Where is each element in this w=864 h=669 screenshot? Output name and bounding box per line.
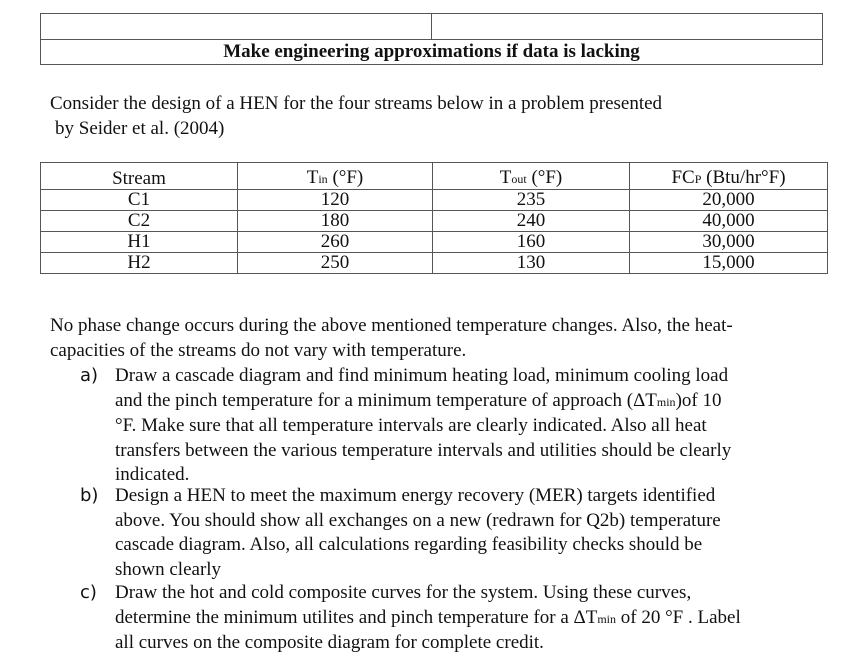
cell-tin: 260 (238, 232, 433, 253)
question-line: above. You should show all exchanges on a new (redrawn for Q2b) temperature (115, 509, 721, 531)
question-line: Draw a cascade diagram and find minimum heating load, minimum cooling load (115, 365, 729, 386)
question-line: indicated. (115, 464, 190, 485)
question-line: transfers between the various temperature intervals and utilities should be clearly (115, 439, 732, 461)
question-line: shown clearly (115, 558, 222, 580)
header-table (40, 13, 823, 65)
stream-table-header (41, 163, 828, 190)
table-row (41, 253, 828, 274)
question-text (115, 364, 820, 488)
header-stream: Stream (41, 163, 238, 190)
cell-tin: 180 (238, 211, 433, 232)
cell-stream: C1 (41, 190, 238, 211)
notes-paragraph (50, 314, 820, 363)
question-marker: b) (80, 485, 99, 506)
question-marker: c) (80, 582, 97, 603)
header-tin: Tin (°F) (238, 163, 433, 190)
table-row (41, 190, 828, 211)
cell-stream: H1 (41, 232, 238, 253)
table-row (41, 232, 828, 253)
cell-fcp: 15,000 (630, 253, 828, 274)
intro-paragraph (50, 91, 790, 141)
header-cell-right (432, 14, 823, 40)
cell-tin: 250 (238, 253, 433, 274)
question-line: Draw the hot and cold composite curves for the system. Using these curves, (115, 582, 692, 603)
header-fcp: FCP (Btu/hr°F) (630, 163, 828, 190)
question-text (115, 581, 820, 656)
cell-fcp: 40,000 (630, 211, 828, 232)
cell-tout: 240 (433, 211, 630, 232)
cell-fcp: 30,000 (630, 232, 828, 253)
notes-line-2: capacities of the streams do not vary with temperature. (50, 339, 467, 361)
cell-fcp: 20,000 (630, 190, 828, 211)
question-line: cascade diagram. Also, all calculations regarding feasibility checks should be (115, 534, 703, 555)
header-tout: Tout (°F) (433, 163, 630, 190)
question-line: Design a HEN to meet the maximum energy recovery (MER) targets identified (115, 485, 716, 506)
cell-tout: 160 (433, 232, 630, 253)
question-line: all curves on the composite diagram for complete credit. (115, 632, 544, 653)
question-line: and the pinch temperature for a minimum temperature of approach (ΔTmin)of 10 (115, 389, 722, 411)
question-marker: a) (80, 365, 99, 386)
question-line: determine the minimum utilites and pinch temperature for a ΔTmin of 20 °F . Label (115, 606, 741, 628)
table-row (41, 211, 828, 232)
cell-stream: H2 (41, 253, 238, 274)
stream-table (40, 162, 828, 274)
intro-line-1: Consider the design of a HEN for the four streams below in a problem presented (50, 93, 663, 114)
cell-stream: C2 (41, 211, 238, 232)
cell-tout: 235 (433, 190, 630, 211)
cell-tin: 120 (238, 190, 433, 211)
header-cell-left (41, 14, 432, 40)
intro-line-2: by Seider et al. (2004) (55, 118, 225, 139)
question-line: °F. Make sure that all temperature intervals are clearly indicated. Also all heat (115, 415, 707, 436)
cell-tout: 130 (433, 253, 630, 274)
instruction-text: Make engineering approximations if data is lacking (41, 40, 823, 65)
question-text (115, 484, 820, 582)
notes-line-1: No phase change occurs during the above mentioned temperature changes. Also, the heat- (50, 315, 733, 336)
